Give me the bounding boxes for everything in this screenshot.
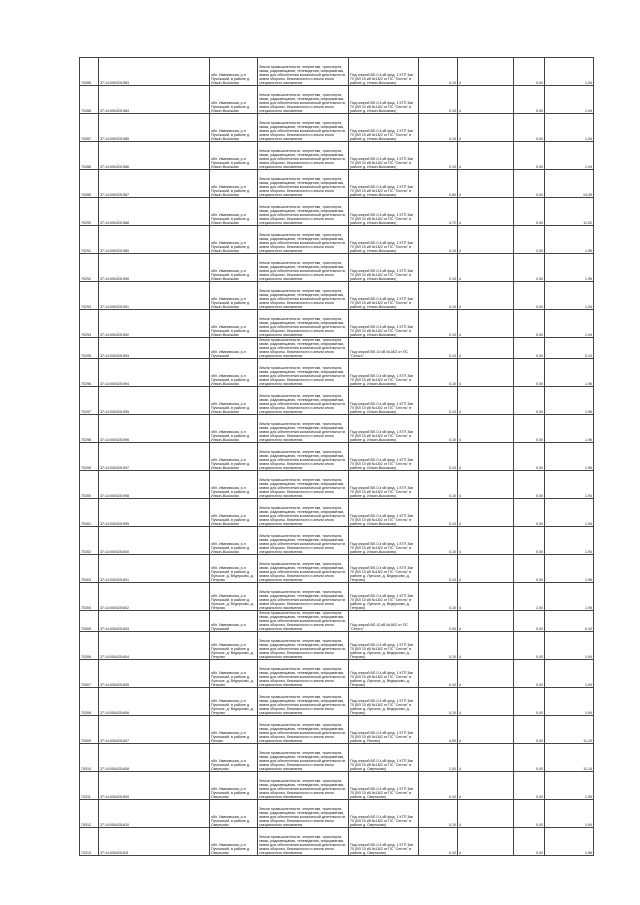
row-number: 70285: [80, 58, 99, 86]
parcel-location: обл. Ивановская, р-н Пучежский, в районе д. Ильин-Высоково: [210, 170, 258, 198]
value-column-9: 1,94: [545, 660, 594, 688]
object-description: Под опорой ВЛ-0,4 кВ фид. 1 КТП 3кв 70 (ВЛ 10 кВ №18/2 от ПС "Сеготь" в районе д. Ильин-Высоково): [349, 198, 419, 226]
row-number: 70312: [80, 800, 99, 828]
value-column-9: 1,94: [545, 632, 594, 660]
table-row: [80, 387, 594, 415]
object-description: Под опорой ВЛ-0,4 кВ фид. 1 КТП 3кв 70 (ВЛ 10 кВ №18/2 от ПС "Сеготь" в районе д. Ильин-Высоково): [349, 282, 419, 310]
value-column-8: 0,00: [514, 660, 545, 688]
land-category: Земли промышленности, энергетики, транспорта, связи, радиовещания, телевидения, информатики, земли для обеспечения космической деятельности, земли обороны, безопасности и земли иного специального назначения: [258, 387, 349, 415]
cadastral-number: 37:14:000425:606: [99, 688, 210, 716]
parcel-location: обл. Ивановская, р-н Пучежский, в районе д. Ильин-Высоково: [210, 226, 258, 254]
parcel-location: обл. Ивановская, р-н Пучежский, в районе д. Ильин-Высоково: [210, 359, 258, 387]
value-column-8: 0,00: [514, 338, 545, 359]
land-category: Земли промышленности, энергетики, транспорта, связи, радиовещания, телевидения, информатики, земли для обеспечения космической деятельности, земли обороны, безопасности и земли иного специального назначения: [258, 86, 349, 114]
value-column-9: 1,95: [545, 226, 594, 254]
value-column-7: 4: [458, 142, 514, 170]
parcel-area: 0,10: [419, 387, 458, 415]
parcel-area: 0,10: [419, 583, 458, 611]
table-row: [80, 800, 594, 828]
object-description: Под опорой ВЛ-0,4 кВ фид. 1 КТП 3кв 70 (ВЛ 10 кВ №18/2 от ПС "Сеготь" в районе д. Ряхово): [349, 716, 419, 744]
value-column-8: 0,00: [514, 471, 545, 499]
cadastral-number: 37:14:000425:586: [99, 142, 210, 170]
cadastral-number: 37:14:000425:585: [99, 114, 210, 142]
value-column-9: 11,02: [545, 198, 594, 226]
table-row: [80, 632, 594, 660]
value-column-9: 1,96: [545, 828, 594, 856]
value-column-9: 1,94: [545, 310, 594, 338]
value-column-7: 4: [458, 828, 514, 856]
parcel-area: 0,10: [419, 58, 458, 86]
land-category: Земли промышленности, энергетики, транспорта, связи, радиовещания, телевидения, информатики, земли для обеспечения космической деятельности, земли обороны, безопасности и земли иного специального назначения: [258, 716, 349, 744]
row-number: 70297: [80, 387, 99, 415]
cadastral-number: 37:14:000425:605: [99, 660, 210, 688]
cadastral-number: 37:14:000425:587: [99, 170, 210, 198]
row-number: 70299: [80, 443, 99, 471]
value-column-8: 0,00: [514, 632, 545, 660]
parcel-location: обл. Ивановская, р-н Пучежский, в районе д. Ильин-Высоково: [210, 387, 258, 415]
parcel-location: обл. Ивановская, р-н Пучежский, в районе д. Ильин-Высоково: [210, 527, 258, 555]
parcel-location: обл. Ивановская, р-н Пучежский, в районе д. Ильин-Высоково: [210, 282, 258, 310]
value-column-7: 4: [458, 310, 514, 338]
cadastral-number: 37:14:000425:601: [99, 555, 210, 583]
table-row: [80, 282, 594, 310]
table-row: [80, 471, 594, 499]
parcel-location: обл. Ивановская, р-н Пучежский, в районе д. Ильин-Высоково: [210, 471, 258, 499]
value-column-7: 4: [458, 772, 514, 800]
value-column-8: 0,00: [514, 86, 545, 114]
value-column-9: 14,49: [545, 170, 594, 198]
row-number: 70309: [80, 716, 99, 744]
parcel-location: обл. Ивановская, р-н Пучежский, в районе д. Ильин-Высоково: [210, 86, 258, 114]
cadastral-number: 37:14:000425:600: [99, 527, 210, 555]
parcel-location: обл. Ивановская, р-н Пучежский, в районе д. Ильин-Высоково: [210, 254, 258, 282]
parcel-area: 0,10: [419, 555, 458, 583]
cadastral-number: 37:14:000425:594: [99, 359, 210, 387]
value-column-7: 4: [458, 688, 514, 716]
parcel-location: обл. Ивановская, р-н Пучежский, в районе д. Ильин-Высоково: [210, 310, 258, 338]
parcel-location: обл. Ивановская, р-н Пучежский, в районе д. Сверчково: [210, 744, 258, 772]
cadastral-number: 37:14:000425:609: [99, 772, 210, 800]
cadastral-number: 37:14:000425:610: [99, 800, 210, 828]
row-number: 70293: [80, 282, 99, 310]
cadastral-number: 37:14:000425:592: [99, 310, 210, 338]
value-column-7: 4: [458, 86, 514, 114]
parcel-location: обл. Ивановская, р-н Пучежский, в районе д. Лунское, д. Ведерково, д. Петрово: [210, 660, 258, 688]
parcel-location: обл. Ивановская, р-н Пучежский, в районе д. Ильин-Высоково: [210, 114, 258, 142]
value-column-9: 1,95: [545, 443, 594, 471]
value-column-7: 4: [458, 58, 514, 86]
table-row: [80, 660, 594, 688]
parcel-area: 0,10: [419, 114, 458, 142]
land-category: Земли промышленности, энергетики, транспорта, связи, радиовещания, телевидения, информатики, земли для обеспечения космической деятельности, земли обороны, безопасности и земли иного специального назначения: [258, 170, 349, 198]
parcel-location: обл. Ивановская, р-н Пучежский, в районе д. Ильин-Высоково: [210, 415, 258, 443]
table-row: [80, 443, 594, 471]
row-number: 70304: [80, 583, 99, 611]
parcel-area: 0,10: [419, 359, 458, 387]
value-column-9: 1,94: [545, 142, 594, 170]
land-parcel-table: [79, 57, 594, 856]
value-column-7: 4: [458, 744, 514, 772]
land-category: Земли промышленности, энергетики, транспорта, связи, радиовещания, телевидения, информатики, земли для обеспечения космической деятельности, земли обороны, безопасности и земли иного специального назначения: [258, 58, 349, 86]
row-number: 70300: [80, 471, 99, 499]
cadastral-number: 37:14:000425:590: [99, 254, 210, 282]
parcel-location: обл. Ивановская, р-н Пучежский, в районе д. Сверчково: [210, 828, 258, 856]
land-category: Земли промышленности, энергетики, транспорта, связи, радиовещания, телевидения, информатики, земли для обеспечения космической деятельности, земли обороны, безопасности и земли иного специального назначения: [258, 555, 349, 583]
row-number: 70291: [80, 226, 99, 254]
value-column-8: 2,00: [514, 226, 545, 254]
value-column-9: 1,94: [545, 527, 594, 555]
row-number: 70288: [80, 142, 99, 170]
value-column-8: 0,00: [514, 555, 545, 583]
table-row: [80, 772, 594, 800]
land-category: Земли промышленности, энергетики, транспорта, связи, радиовещания, телевидения, информатики, земли для обеспечения космической деятельности, земли обороны, безопасности и земли иного специального назначения: [258, 198, 349, 226]
value-column-7: 4: [458, 555, 514, 583]
parcel-location: обл. Ивановская, р-н Пучежский, в районе д. Сверчково: [210, 772, 258, 800]
cadastral-number: 37:14:000425:598: [99, 471, 210, 499]
table-row: [80, 170, 594, 198]
row-number: 70289: [80, 170, 99, 198]
table-row: [80, 716, 594, 744]
table-row: [80, 611, 594, 632]
parcel-location: обл. Ивановская, р-н Пучежский, в районе д. Ильин-Высоково: [210, 198, 258, 226]
object-description: Под опорой ВЛ-0,4 кВ фид. 1 КТП 3кв 70 (ВЛ 10 кВ №18/2 от ПС "Сеготь" в районе д. Ильин-Высоково): [349, 226, 419, 254]
value-column-9: 0,10: [545, 338, 594, 359]
row-number: 70313: [80, 828, 99, 856]
value-column-9: 11,23: [545, 716, 594, 744]
object-description: Под опорой ВЛ-0,4 кВ фид. 1 КТП 3кв 70 (ВЛ 10 кВ №18/2 от ПС "Сеготь" в районе д. Ильин-Высоково): [349, 254, 419, 282]
value-column-9: 1,95: [545, 772, 594, 800]
object-description: Под опорой ВЛ-10 кВ №18/2 от ПС "Сеготь": [349, 611, 419, 632]
value-column-9: 1,94: [545, 58, 594, 86]
parcel-location: обл. Ивановская, р-н Пучежский, в районе д. Лунское, д. Ведерково, д. Петрово: [210, 583, 258, 611]
table-row: [80, 114, 594, 142]
object-description: Под опорой ВЛ-0,4 кВ фид. 1 КТП 3кв 70 (ВЛ 10 кВ №18/2 от ПС "Сеготь" в районе д. Лунское, д. Ведерково, д. Петрово): [349, 583, 419, 611]
object-description: Под опорой ВЛ-0,4 кВ фид. 1 КТП 3кв 70 (ВЛ 10 кВ №18/2 от ПС "Сеготь" в районе д. Ильин-Высоково): [349, 359, 419, 387]
land-category: Земли промышленности, энергетики, транспорта, связи, радиовещания, телевидения, информатики, земли для обеспечения космической деятельности, земли обороны, безопасности и земли иного специального назначения: [258, 282, 349, 310]
land-category: Земли промышленности, энергетики, транспорта, связи, радиовещания, телевидения, информатики, земли для обеспечения космической деятельности, земли обороны, безопасности и земли иного специального назначения: [258, 114, 349, 142]
value-column-7: 4: [458, 114, 514, 142]
value-column-8: 0,00: [514, 282, 545, 310]
parcel-area: 4,00: [419, 716, 458, 744]
value-column-7: 4: [458, 583, 514, 611]
object-description: Под опорой ВЛ-0,4 кВ фид. 1 КТП 3кв 70 (ВЛ 10 кВ №18/2 от ПС "Сеготь" в районе д. Ильин-Высоково): [349, 310, 419, 338]
object-description: Под опорой ВЛ-0,4 кВ фид. 1 КТП 3кв 70 (ВЛ 10 кВ №18/2 от ПС "Сеготь" в районе д. Ильин-Высоково): [349, 499, 419, 527]
value-column-7: 4: [458, 359, 514, 387]
value-column-9: 11,14: [545, 744, 594, 772]
value-column-8: 0,00: [514, 443, 545, 471]
object-description: Под опорой ВЛ-0,4 кВ фид. 1 КТП 3кв 70 (ВЛ 10 кВ №18/2 от ПС "Сеготь" в районе д. Ильин-Высоково): [349, 471, 419, 499]
value-column-9: 1,94: [545, 800, 594, 828]
parcel-area: 0,10: [419, 527, 458, 555]
object-description: Под опорой ВЛ-0,4 кВ фид. 1 КТП 3кв 70 (ВЛ 10 кВ №18/2 от ПС "Сеготь" в районе д. Сверчково): [349, 772, 419, 800]
cadastral-number: 37:14:000425:595: [99, 387, 210, 415]
row-number: 70298: [80, 415, 99, 443]
value-column-8: 0,00: [514, 198, 545, 226]
table-row: [80, 359, 594, 387]
value-column-9: 1,94: [545, 86, 594, 114]
row-number: 70307: [80, 660, 99, 688]
value-column-7: 4: [458, 282, 514, 310]
land-category: Земли промышленности, энергетики, транспорта, связи, радиовещания, телевидения, информатики, земли для обеспечения космической деятельности, земли обороны, безопасности и земли иного специального назначения: [258, 660, 349, 688]
row-number: 70311: [80, 772, 99, 800]
cadastral-number: 37:14:000425:584: [99, 86, 210, 114]
value-column-7: 4: [458, 198, 514, 226]
parcel-location: обл. Ивановская, р-н Пучежский, в районе д. Лунское, д. Ведерково, д. Петрово: [210, 688, 258, 716]
value-column-8: 2,00: [514, 583, 545, 611]
value-column-7: 4: [458, 415, 514, 443]
parcel-area: 0,10: [419, 828, 458, 856]
value-column-7: 4: [458, 226, 514, 254]
value-column-7: 4: [458, 387, 514, 415]
table-row: [80, 58, 594, 86]
parcel-area: 0,10: [419, 254, 458, 282]
parcel-area: 0,10: [419, 86, 458, 114]
parcel-area: 0,10: [419, 415, 458, 443]
value-column-9: 1,94: [545, 471, 594, 499]
value-column-8: 0,00: [514, 415, 545, 443]
value-column-8: 0,00: [514, 58, 545, 86]
row-number: 70306: [80, 632, 99, 660]
land-category: Земли промышленности, энергетики, транспорта, связи, радиовещания, телевидения, информатики, земли для обеспечения космической деятельности, земли обороны, безопасности и земли иного специального назначения: [258, 772, 349, 800]
cadastral-number: 37:14:000425:593: [99, 338, 210, 359]
table-row: [80, 555, 594, 583]
table-row: [80, 828, 594, 856]
cadastral-number: 37:14:000425:597: [99, 443, 210, 471]
value-column-8: 0,00: [514, 114, 545, 142]
value-column-8: 2,00: [514, 254, 545, 282]
row-number: 70301: [80, 499, 99, 527]
value-column-7: 4: [458, 632, 514, 660]
table-row: [80, 583, 594, 611]
object-description: Под опорой ВЛ-0,4 кВ фид. 1 КТП 3кв 70 (ВЛ 10 кВ №18/2 от ПС "Сеготь" в районе д. Сверчково): [349, 828, 419, 856]
land-category: Земли промышленности, энергетики, транспорта, связи, радиовещания, телевидения, информатики, земли для обеспечения космической деятельности, земли обороны, безопасности и земли иного специального назначения: [258, 527, 349, 555]
table-body: [80, 58, 594, 856]
value-column-8: 0,00: [514, 499, 545, 527]
value-column-9: 1,94: [545, 688, 594, 716]
parcel-area: 0,00: [419, 611, 458, 632]
row-number: 70292: [80, 254, 99, 282]
value-column-8: 0,00: [514, 772, 545, 800]
object-description: Под опорой ВЛ-0,4 кВ фид. 1 КТП 3кв 70 (ВЛ 10 кВ №18/2 от ПС "Сеготь" в районе д. Ильин-Высоково): [349, 443, 419, 471]
cadastral-number: 37:14:000425:608: [99, 744, 210, 772]
parcel-area: 0,10: [419, 632, 458, 660]
parcel-location: обл. Ивановская, р-н Пучежский: [210, 611, 258, 632]
object-description: Под опорой ВЛ-0,4 кВ фид. 1 КТП 3кв 70 (ВЛ 10 кВ №18/2 от ПС "Сеготь" в районе д. Лунское, д. Ведерково, д. Петрово): [349, 555, 419, 583]
cadastral-number: 37:14:000425:589: [99, 226, 210, 254]
value-column-7: 4: [458, 800, 514, 828]
value-column-7: 4: [458, 170, 514, 198]
value-column-9: 1,96: [545, 359, 594, 387]
value-column-7: 4: [458, 527, 514, 555]
table-row: [80, 499, 594, 527]
parcel-area: 0,10: [419, 688, 458, 716]
parcel-area: 2,00: [419, 744, 458, 772]
parcel-location: обл. Ивановская, р-н Пучежский, в районе д. Лунское, д. Ведерково, д. Петрово: [210, 632, 258, 660]
parcel-area: 0,10: [419, 142, 458, 170]
cadastral-number: 37:14:000425:596: [99, 415, 210, 443]
value-column-9: 1,94: [545, 499, 594, 527]
parcel-area: 0,10: [419, 310, 458, 338]
row-number: 70290: [80, 198, 99, 226]
value-column-8: 0,00: [514, 688, 545, 716]
table-row: [80, 310, 594, 338]
parcel-location: обл. Ивановская, р-н Пучежский: [210, 338, 258, 359]
parcel-location: обл. Ивановская, р-н Пучежский, в районе д. Ряхово: [210, 716, 258, 744]
land-category: Земли промышленности, энергетики, транспорта, связи, радиовещания, телевидения, информатики, земли для обеспечения космической деятельности, земли обороны, безопасности и земли иного специального назначения: [258, 338, 349, 359]
object-description: Под опорой ВЛ-0,4 кВ фид. 1 КТП 3кв 70 (ВЛ 10 кВ №18/2 от ПС "Сеготь" в районе д. Лунское, д. Ведерково, д. Петрово): [349, 688, 419, 716]
cadastral-number: 37:14:000425:604: [99, 632, 210, 660]
land-category: Земли промышленности, энергетики, транспорта, связи, радиовещания, телевидения, информатики, земли для обеспечения космической деятельности, земли обороны, безопасности и земли иного специального назначения: [258, 828, 349, 856]
row-number: 70287: [80, 114, 99, 142]
object-description: Под опорой ВЛ-0,4 кВ фид. 1 КТП 3кв 70 (ВЛ 10 кВ №18/2 от ПС "Сеготь" в районе д. Ильин-Высоково): [349, 170, 419, 198]
value-column-8: 0,00: [514, 387, 545, 415]
value-column-8: 0,00: [514, 310, 545, 338]
parcel-area: 4,72: [419, 198, 458, 226]
land-category: Земли промышленности, энергетики, транспорта, связи, радиовещания, телевидения, информатики, земли для обеспечения космической деятельности, земли обороны, безопасности и земли иного специального назначения: [258, 583, 349, 611]
land-category: Земли промышленности, энергетики, транспорта, связи, радиовещания, телевидения, информатики, земли для обеспечения космической деятельности, земли обороны, безопасности и земли иного специального назначения: [258, 499, 349, 527]
table-row: [80, 86, 594, 114]
table-row: [80, 527, 594, 555]
row-number: 70305: [80, 611, 99, 632]
parcel-location: обл. Ивановская, р-н Пучежский, в районе д. Ильин-Высоково: [210, 443, 258, 471]
parcel-area: 0,10: [419, 282, 458, 310]
row-number: 70310: [80, 744, 99, 772]
value-column-7: 4: [458, 471, 514, 499]
row-number: 70303: [80, 555, 99, 583]
parcel-area: 0,10: [419, 338, 458, 359]
parcel-area: 0,10: [419, 471, 458, 499]
value-column-8: 0,00: [514, 611, 545, 632]
table-row: [80, 226, 594, 254]
parcel-area: 0,10: [419, 499, 458, 527]
cadastral-number: 37:14:000425:599: [99, 499, 210, 527]
object-description: Под опорой ВЛ-0,4 кВ фид. 1 КТП 3кв 70 (ВЛ 10 кВ №18/2 от ПС "Сеготь" в районе д. Сверчково): [349, 800, 419, 828]
land-category: Земли промышленности, энергетики, транспорта, связи, радиовещания, телевидения, информатики, земли для обеспечения космической деятельности, земли обороны, безопасности и земли иного специального назначения: [258, 142, 349, 170]
object-description: Под опорой ВЛ-0,4 кВ фид. 1 КТП 3кв 70 (ВЛ 10 кВ №18/2 от ПС "Сеготь" в районе д. Ильин-Высоково): [349, 86, 419, 114]
table-row: [80, 744, 594, 772]
value-column-9: 1,95: [545, 254, 594, 282]
land-category: Земли промышленности, энергетики, транспорта, связи, радиовещания, телевидения, информатики, земли для обеспечения космической деятельности, земли обороны, безопасности и земли иного специального назначения: [258, 744, 349, 772]
row-number: 70286: [80, 86, 99, 114]
table-row: [80, 254, 594, 282]
object-description: Под опорой ВЛ-0,4 кВ фид. 1 КТП 3кв 70 (ВЛ 10 кВ №18/2 от ПС "Сеготь" в районе д. Ильин-Высоково): [349, 142, 419, 170]
table-row: [80, 142, 594, 170]
value-column-7: 4: [458, 611, 514, 632]
value-column-9: 1,96: [545, 555, 594, 583]
cadastral-number: 37:14:000425:603: [99, 611, 210, 632]
parcel-location: обл. Ивановская, р-н Пучежский, в районе д. Сверчково: [210, 800, 258, 828]
land-category: Земли промышленности, энергетики, транспорта, связи, радиовещания, телевидения, информатики, земли для обеспечения космической деятельности, земли обороны, безопасности и земли иного специального назначения: [258, 254, 349, 282]
land-category: Земли промышленности, энергетики, транспорта, связи, радиовещания, телевидения, информатики, земли для обеспечения космической деятельности, земли обороны, безопасности и земли иного специального назначения: [258, 632, 349, 660]
cadastral-number: 37:14:000425:611: [99, 828, 210, 856]
parcel-area: 0,80: [419, 170, 458, 198]
cadastral-number: 37:14:000425:607: [99, 716, 210, 744]
parcel-area: 0,10: [419, 443, 458, 471]
value-column-8: 0,00: [514, 828, 545, 856]
value-column-9: 1,95: [545, 583, 594, 611]
value-column-8: 0,00: [514, 744, 545, 772]
land-category: Земли промышленности, энергетики, транспорта, связи, радиовещания, телевидения, информатики, земли для обеспечения космической деятельности, земли обороны, безопасности и земли иного специального назначения: [258, 359, 349, 387]
object-description: Под опорой ВЛ-10 кВ №18/2 от ПС "Сеготь": [349, 338, 419, 359]
value-column-9: 0,10: [545, 611, 594, 632]
object-description: Под опорой ВЛ-0,4 кВ фид. 1 КТП 3кв 70 (ВЛ 10 кВ №18/2 от ПС "Сеготь" в районе д. Лунское, д. Ведерково, д. Петрово): [349, 632, 419, 660]
value-column-7: 4: [458, 443, 514, 471]
value-column-7: 4: [458, 254, 514, 282]
value-column-9: 1,96: [545, 387, 594, 415]
parcel-location: обл. Ивановская, р-н Пучежский, в районе д. Ильин-Высоково: [210, 58, 258, 86]
cadastral-number: 37:14:000425:583: [99, 58, 210, 86]
register-page: [79, 57, 594, 856]
table-row: [80, 415, 594, 443]
cadastral-number: 37:14:000425:588: [99, 198, 210, 226]
row-number: 70295: [80, 338, 99, 359]
parcel-area: 0,10: [419, 772, 458, 800]
land-category: Земли промышленности, энергетики, транспорта, связи, радиовещания, телевидения, информатики, земли для обеспечения космической деятельности, земли обороны, безопасности и земли иного специального назначения: [258, 471, 349, 499]
value-column-8: 0,00: [514, 142, 545, 170]
value-column-7: 4: [458, 499, 514, 527]
row-number: 70294: [80, 310, 99, 338]
value-column-8: 0,00: [514, 170, 545, 198]
land-category: Земли промышленности, энергетики, транспорта, связи, радиовещания, телевидения, информатики, земли для обеспечения космической деятельности, земли обороны, безопасности и земли иного специального назначения: [258, 226, 349, 254]
value-column-8: 0,00: [514, 359, 545, 387]
object-description: Под опорой ВЛ-0,4 кВ фид. 1 КТП 3кв 70 (ВЛ 10 кВ №18/2 от ПС "Сеготь" в районе д. Ильин-Высоково): [349, 415, 419, 443]
value-column-7: 4: [458, 660, 514, 688]
value-column-7: 4: [458, 338, 514, 359]
parcel-area: 0,10: [419, 226, 458, 254]
value-column-9: 1,96: [545, 415, 594, 443]
row-number: 70296: [80, 359, 99, 387]
object-description: Под опорой ВЛ-0,4 кВ фид. 1 КТП 3кв 70 (ВЛ 10 кВ №18/2 от ПС "Сеготь" в районе д. Лунское, д. Ведерково, д. Петрово): [349, 660, 419, 688]
land-category: Земли промышленности, энергетики, транспорта, связи, радиовещания, телевидения, информатики, земли для обеспечения космической деятельности, земли обороны, безопасности и земли иного специального назначения: [258, 800, 349, 828]
land-category: Земли промышленности, энергетики, транспорта, связи, радиовещания, телевидения, информатики, земли для обеспечения космической деятельности, земли обороны, безопасности и земли иного специального назначения: [258, 310, 349, 338]
value-column-9: 1,94: [545, 282, 594, 310]
value-column-9: 1,94: [545, 114, 594, 142]
cadastral-number: 37:14:000425:602: [99, 583, 210, 611]
value-column-8: 0,00: [514, 800, 545, 828]
land-category: Земли промышленности, энергетики, транспорта, связи, радиовещания, телевидения, информатики, земли для обеспечения космической деятельности, земли обороны, безопасности и земли иного специального назначения: [258, 443, 349, 471]
object-description: Под опорой ВЛ-0,4 кВ фид. 1 КТП 3кв 70 (ВЛ 10 кВ №18/2 от ПС "Сеготь" в районе д. Ильин-Высоково): [349, 387, 419, 415]
parcel-area: 0,10: [419, 660, 458, 688]
land-category: Земли промышленности, энергетики, транспорта, связи, радиовещания, телевидения, информатики, земли для обеспечения космической деятельности, земли обороны, безопасности и земли иного специального назначения: [258, 415, 349, 443]
value-column-8: 0,00: [514, 716, 545, 744]
object-description: Под опорой ВЛ-0,4 кВ фид. 1 КТП 3кв 70 (ВЛ 10 кВ №18/2 от ПС "Сеготь" в районе д. Ильин-Высоково): [349, 527, 419, 555]
parcel-location: обл. Ивановская, р-н Пучежский, в районе д. Лунское, д. Ведерково, д. Петрово: [210, 555, 258, 583]
parcel-area: 0,10: [419, 800, 458, 828]
parcel-location: обл. Ивановская, р-н Пучежский, в районе д. Ильин-Высоково: [210, 499, 258, 527]
row-number: 70308: [80, 688, 99, 716]
value-column-8: 0,00: [514, 527, 545, 555]
value-column-7: 4: [458, 716, 514, 744]
land-category: Земли промышленности, энергетики, транспорта, связи, радиовещания, телевидения, информатики, земли для обеспечения космической деятельности, земли обороны, безопасности и земли иного специального назначения: [258, 611, 349, 632]
table-row: [80, 198, 594, 226]
cadastral-number: 37:14:000425:591: [99, 282, 210, 310]
object-description: Под опорой ВЛ-0,4 кВ фид. 1 КТП 3кв 70 (ВЛ 10 кВ №18/2 от ПС "Сеготь" в районе д. Ильин-Высоково): [349, 58, 419, 86]
object-description: Под опорой ВЛ-0,4 кВ фид. 1 КТП 3кв 70 (ВЛ 10 кВ №18/2 от ПС "Сеготь" в районе д. Сверчково): [349, 744, 419, 772]
table-row: [80, 338, 594, 359]
object-description: Под опорой ВЛ-0,4 кВ фид. 1 КТП 3кв 70 (ВЛ 10 кВ №18/2 от ПС "Сеготь" в районе д. Ильин-Высоково): [349, 114, 419, 142]
parcel-location: обл. Ивановская, р-н Пучежский, в районе д. Ильин-Высоково: [210, 142, 258, 170]
land-category: Земли промышленности, энергетики, транспорта, связи, радиовещания, телевидения, информатики, земли для обеспечения космической деятельности, земли обороны, безопасности и земли иного специального назначения: [258, 688, 349, 716]
table-row: [80, 688, 594, 716]
row-number: 70302: [80, 527, 99, 555]
